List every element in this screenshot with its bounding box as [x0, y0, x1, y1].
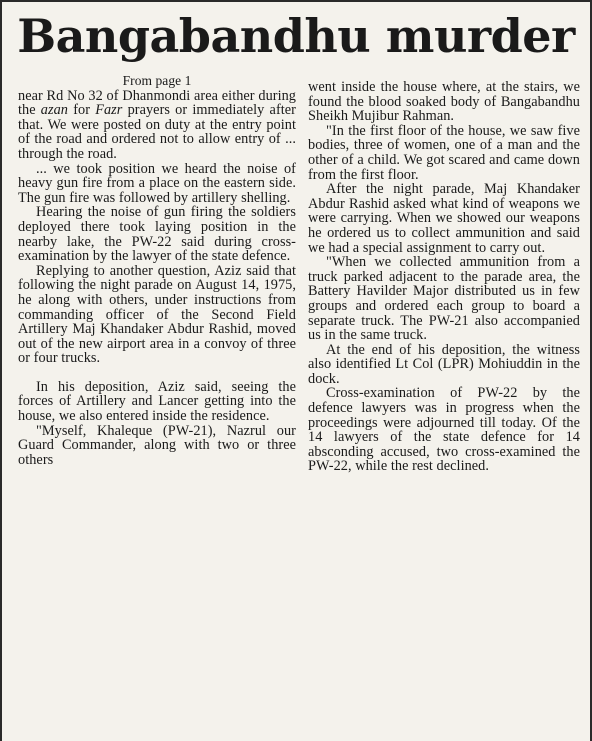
paragraph-3: Hearing the noise of gun firing the soldiers deployed there took laying position in the nearby lake, the PW-22 said during cross-examination by the lawyer of the state defence. [18, 204, 296, 265]
paragraph-1-fazr: Fazr [95, 102, 123, 119]
paragraph-12: Cross-examination of PW-22 by the defence lawyers was in progress when the proceedings were adjourned till today. Of the 14 lawyers of the state defence for 14 absconding accused, two cross-examined the PW-22, while the rest declined. [308, 385, 580, 475]
paragraph-2: ... we took position we heard the noise of heavy gun fire from a place on the eastern side. The gun fire was followed by artillery shelling. [18, 160, 296, 206]
paragraph-8: "In the first floor of the house, we saw five bodies, three of women, one of a man and the other of a child. We got scared and came down from the first floor. [308, 122, 580, 183]
paragraph-9: After the night parade, Maj Khandaker Abdur Rashid asked what kind of weapons we were carrying. When we showed our weapons he ordered us to collect ammunition and said we had a special assignment to carry out. [308, 181, 580, 256]
article-column-left [18, 74, 296, 467]
paragraph-6: "Myself, Khaleque (PW-21), Nazrul our Guard Commander, along with two or three others [18, 422, 296, 468]
paragraph-1-text-b: for [68, 102, 96, 119]
continuation-label: From page 1 [122, 73, 192, 88]
paragraph-1-text-c: prayers or immediately after that. We were posted on duty at the entry point of the road and ordered not to allow entry of ... through the road. [18, 102, 296, 162]
paragraph-1-text-a: near Rd No 32 of Dhanmondi area either during the [18, 87, 296, 119]
paragraph-7: went inside the house where, at the stairs, we found the blood soaked body of Bangabandhu Sheikh Mujibur Rahman. [308, 79, 580, 125]
paragraph-5: In his deposition, Aziz said, seeing the forces of Artillery and Lancer getting into the house, we also entered inside the residence. [18, 378, 296, 425]
article-column-right [308, 80, 580, 474]
paragraph-10: "When we collected ammunition from a truck parked adjacent to the parade area, the Battery Havilder Major distributed us in few groups and ordered each group to board a separate truck. The PW-21 also accompanied us in the same truck. [308, 254, 580, 344]
paragraph-4: Replying to another question, Aziz said that following the night parade on August 14, 1975, he along with others, under instructions from commanding officer of the Second Field Artillery Maj Khandaker Abdur Rashid, moved out of the new airport area in a convoy of three or four trucks. [18, 262, 296, 367]
headline: Bangabandhu murder [17, 9, 575, 63]
paragraph-11: At the end of his deposition, the witness also identified Lt Col (LPR) Mohiuddin in the dock. [308, 341, 580, 387]
paragraph-1 [18, 89, 296, 162]
spacer [18, 366, 296, 380]
paragraph-1-azan: azan [40, 102, 69, 119]
